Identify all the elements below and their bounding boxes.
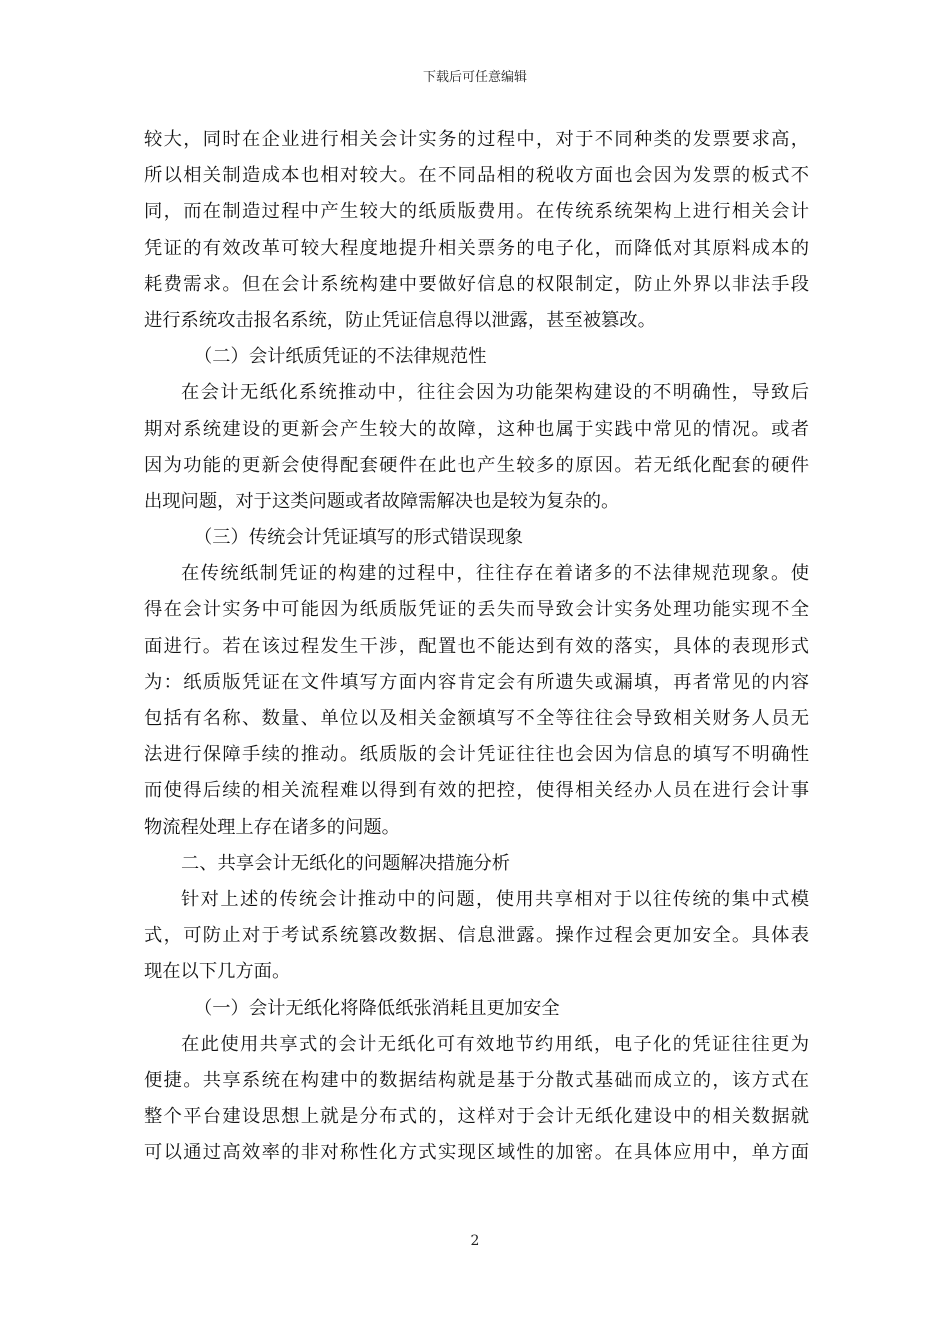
paragraph-line: 式，可防止对于考试系统篡改数据、信息泄露。操作过程会更加安全。具体表 (144, 925, 809, 947)
paragraph-line: 现在以下几方面。 (144, 961, 291, 983)
paragraph-line: 针对上述的传统会计推动中的问题，使用共享相对于以往传统的集中式模 (181, 888, 809, 910)
paragraph-line: 进行系统攻击报名系统，防止凭证信息得以泄露，甚至被篡改。 (144, 309, 656, 331)
subsection-heading: （一）会计无纸化将降低纸张消耗且更加安全 (194, 997, 560, 1019)
paragraph-line: 在会计无纸化系统推动中，往往会因为功能架构建设的不明确性，导致后 (181, 382, 809, 404)
subsection-heading: （三）传统会计凭证填写的形式错误现象 (194, 527, 524, 549)
page-header: 下载后可任意编辑 (422, 70, 527, 85)
paragraph-line: 面进行。若在该过程发生干涉，配置也不能达到有效的落实，具体的表现形式 (144, 635, 809, 657)
paragraph-line: 因为功能的更新会使得配套硬件在此也产生较多的原因。若无纸化配套的硬件 (144, 454, 809, 476)
paragraph-line: 所以相关制造成本也相对较大。在不同品相的税收方面也会因为发票的板式不 (144, 165, 809, 187)
subsection-heading: （二）会计纸质凭证的不法律规范性 (194, 346, 487, 368)
paragraph-line: 凭证的有效改革可较大程度地提升相关票务的电子化，而降低对其原料成本的 (144, 237, 809, 259)
paragraph-line: 出现问题，对于这类问题或者故障需解决也是较为复杂的。 (144, 490, 620, 512)
paragraph-line: 在此使用共享式的会计无纸化可有效地节约用纸，电子化的凭证往往更为 (181, 1033, 809, 1055)
paragraph-line: 在传统纸制凭证的构建的过程中，往往存在着诸多的不法律规范现象。使 (181, 563, 809, 585)
paragraph-line: 得在会计实务中可能因为纸质版凭证的丢失而导致会计实务处理功能实现不全 (144, 599, 809, 621)
paragraph-line: 包括有名称、数量、单位以及相关金额填写不全等往往会导致相关财务人员无 (144, 708, 809, 729)
paragraph-line: 耗费需求。但在会计系统构建中要做好信息的权限制定，防止外界以非法手段 (144, 273, 809, 295)
paragraph-line: 较大，同时在企业进行相关会计实务的过程中，对于不同种类的发票要求高， (144, 129, 809, 150)
document-body (144, 122, 809, 1171)
paragraph-line: 整个平台建设思想上就是分布式的，这样对于会计无纸化建设中的相关数据就 (144, 1106, 809, 1128)
page-number: 2 (470, 1233, 480, 1249)
paragraph-line: 同，而在制造过程中产生较大的纸质版费用。在传统系统架构上进行相关会计 (144, 201, 809, 223)
paragraph-line: 法进行保障手续的推动。纸质版的会计凭证往往也会因为信息的填写不明确性 (144, 744, 809, 766)
paragraph-line: 便捷。共享系统在构建中的数据结构就是基于分散式基础而成立的，该方式在 (144, 1069, 809, 1091)
paragraph-line: 期对系统建设的更新会产生较大的故障，这种也属于实践中常见的情况。或者 (144, 418, 809, 440)
paragraph-line: 可以通过高效率的非对称性化方式实现区域性的加密。在具体应用中，单方面 (144, 1142, 809, 1164)
paragraph-line: 物流程处理上存在诸多的问题。 (144, 816, 400, 838)
paragraph-line: 为：纸质版凭证在文件填写方面内容肯定会有所遗失或漏填，再者常见的内容 (144, 671, 809, 693)
paragraph-line: 而使得后续的相关流程难以得到有效的把控，使得相关经办人员在进行会计事 (144, 780, 809, 802)
section-heading: 二、共享会计无纸化的问题解决措施分析 (181, 852, 511, 874)
